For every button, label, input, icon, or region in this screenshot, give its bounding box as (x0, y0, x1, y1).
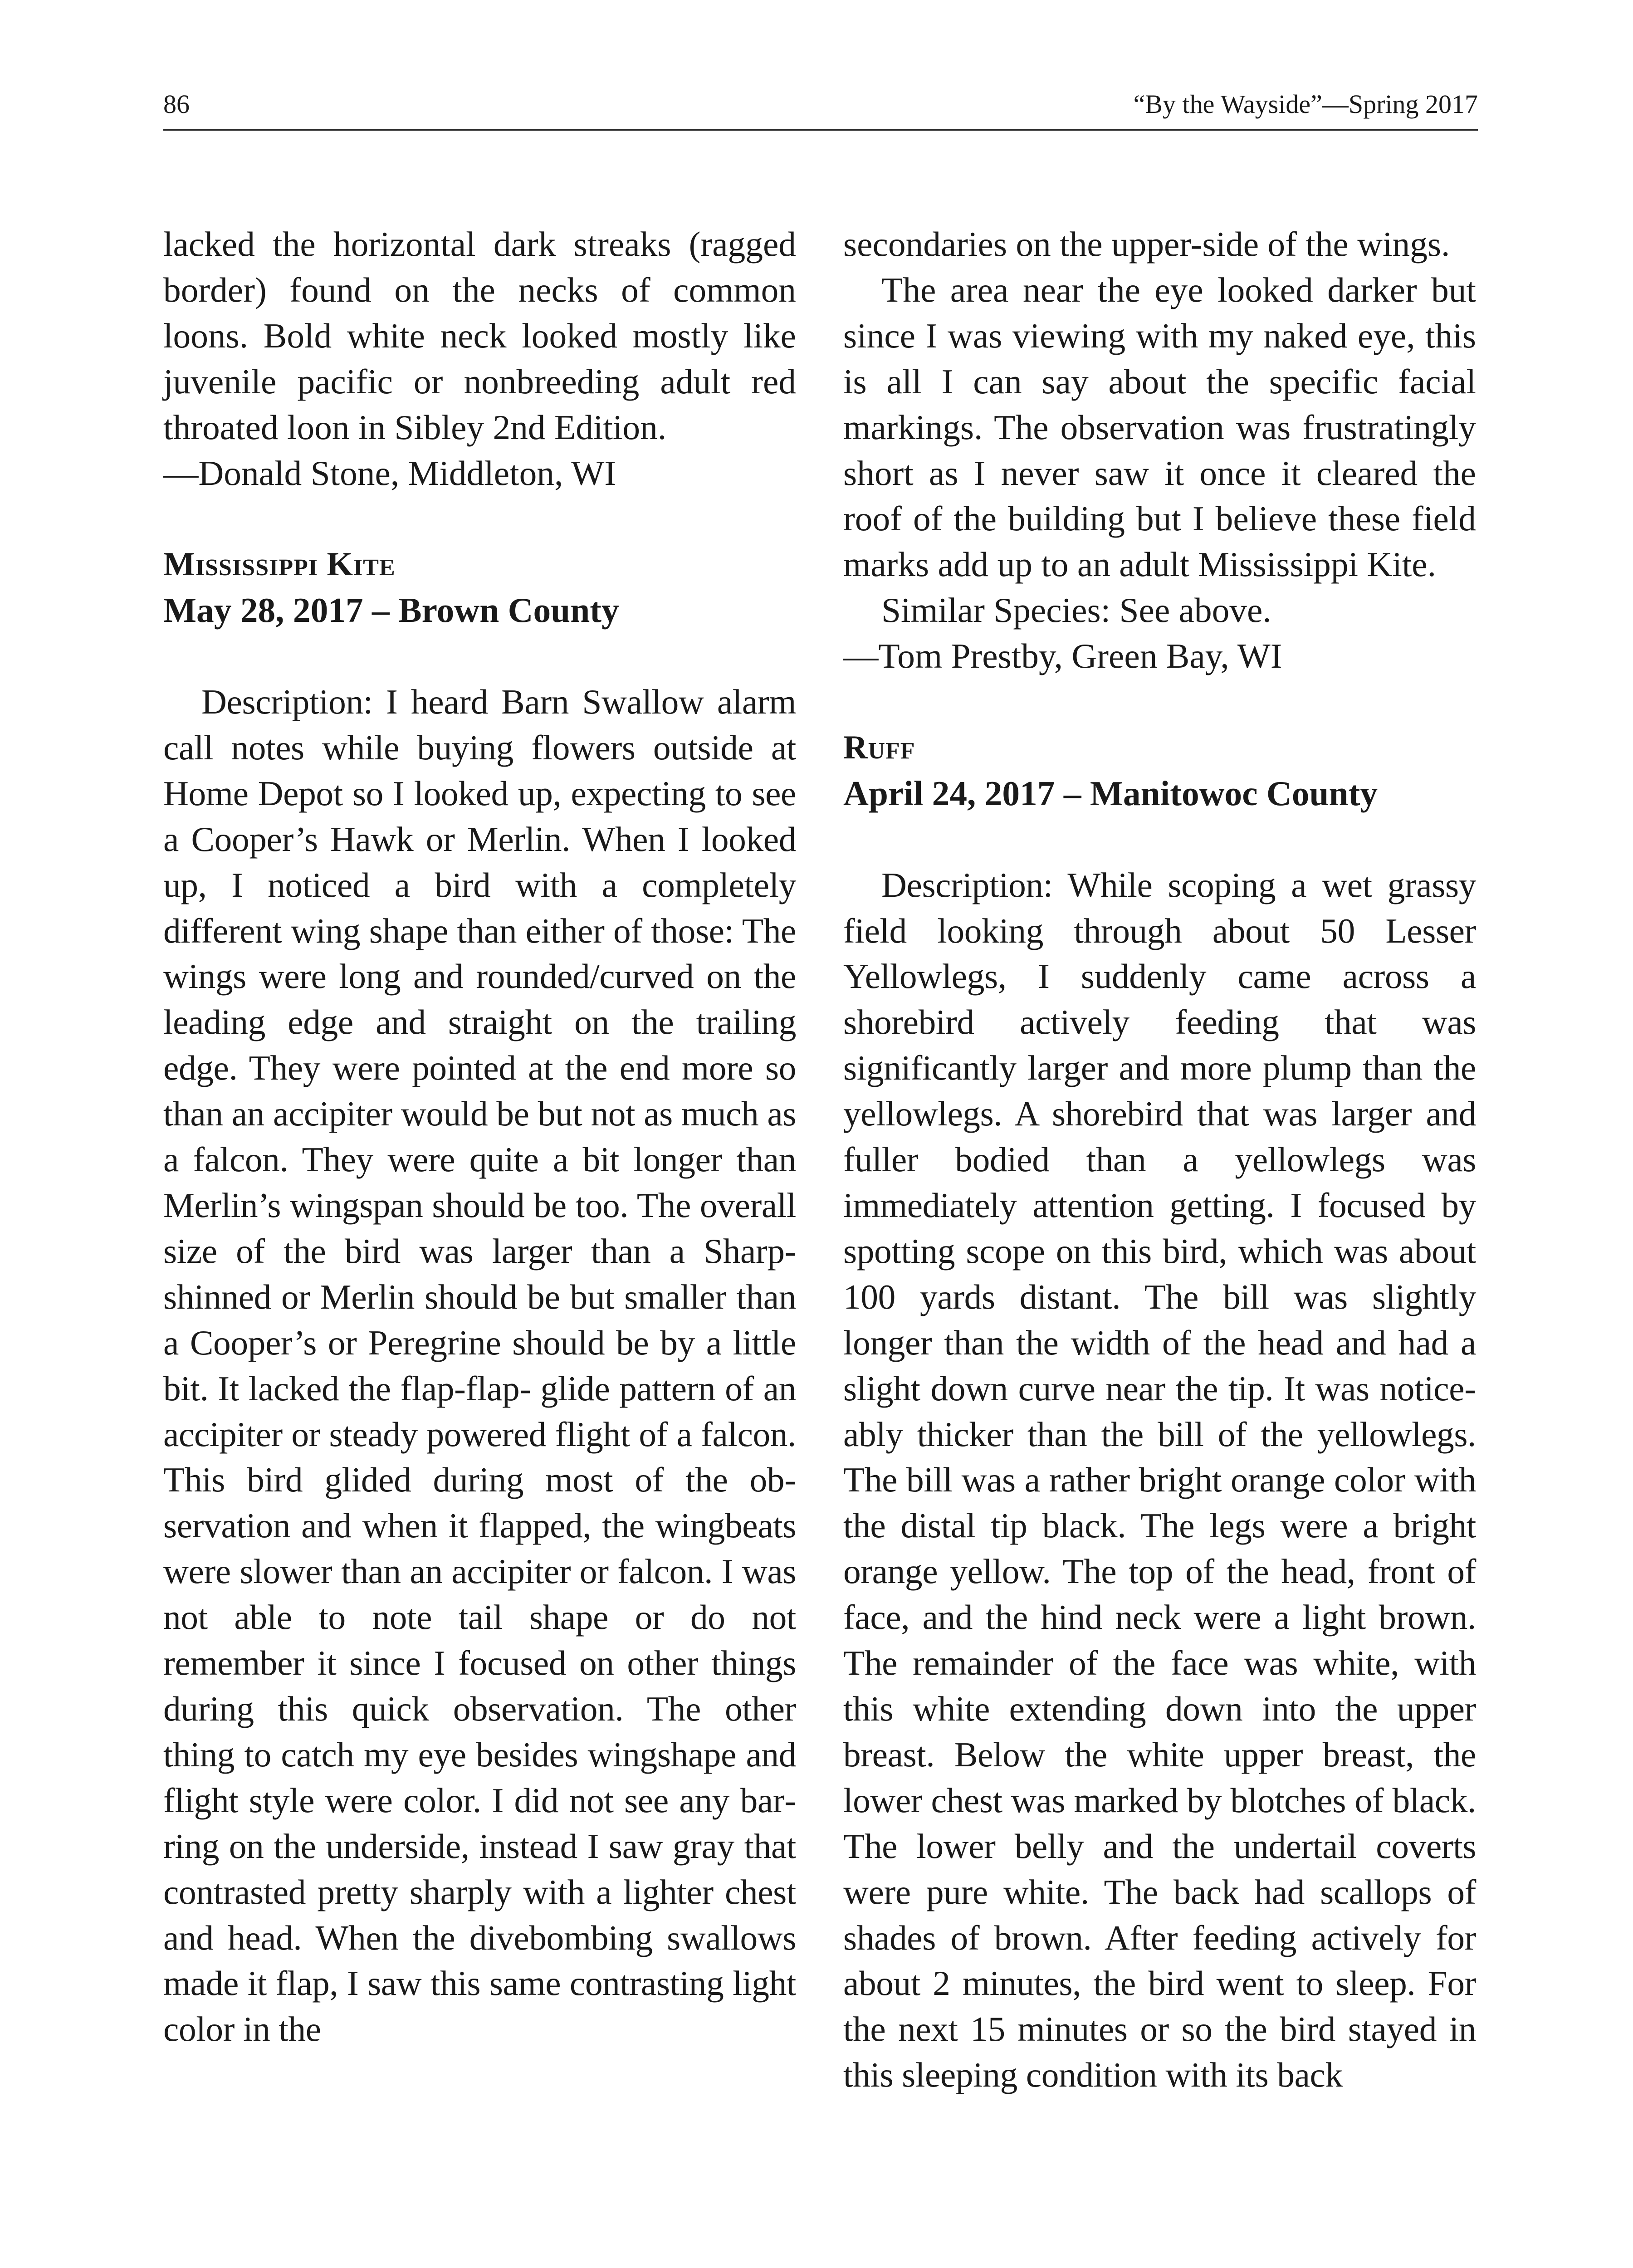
journal-title: “By the Wayside”—Spring 2017 (1133, 89, 1478, 119)
species-title: Ruff (843, 728, 915, 766)
page-number: 86 (163, 89, 190, 119)
description-paragraph: The area near the eye looked darker but since I was viewing with my naked eye, this is all I can say about the specific facial markings. The observation was frustratingly short as I never saw it once it cleared the roof of the building but I believe these field marks add up to an adult Mississippi Kite. (843, 270, 1476, 584)
left-column (163, 221, 796, 2052)
description-paragraph: Description: I heard Barn Swallow alarm call notes while buying flowers outside at Home Depot so I looked up, expecting to see a Cooper’s Hawk or Merlin. When I looked up, I noticed a bird with a completely different wing shape than either of those: The wings were long and rounded/curved on the leading edge and straight on the trailing edge. They were pointed at the end more so than an accipiter would be but not as much as a falcon. They were quite a bit longer than Merlin’s wingspan should be too. The overall size of the bird was larger than a Sharp-shinned or Merlin should be but smaller than a Cooper’s or Peregrine should be by a little bit. It lacked the flap-flap- glide pattern of an accipiter or steady powered flight of a falcon. This bird glided during most of the observation and when it flapped, the wingbeats were slower than an accipiter or falcon. I was not able to note tail shape or do not remember it since I focused on other things during this quick observation. The other thing to catch my eye besides wingshape and flight style were color. I did not see any barring on the underside, instead I saw gray that contrasted pretty sharply with a lighter chest and head. When the divebombing swallows made it flap, I saw this same contrasting light color in the (163, 682, 796, 2049)
spacer (163, 496, 796, 542)
similar-species: Similar Species: See above. (881, 591, 1271, 630)
right-column (843, 221, 1476, 2098)
spacer (163, 633, 796, 679)
continuation-paragraph: secondaries on the upper-side of the wings. (843, 225, 1450, 264)
description-paragraph: Description: While scoping a wet grassy field looking through about 50 Lesser Yellowlegs, I suddenly came across a shorebird actively feeding that was significantly larger and more plump than the yellowlegs. A shorebird that was larger and fuller bodied than a yellowlegs was immediately attention getting. I focused by spotting scope on this bird, which was about 100 yards distant. The bill was slightly longer than the width of the head and had a slight down curve near the tip. It was noticeably thicker than the bill of the yellowlegs. The bill was a rather bright orange color with the distal tip black. The legs were a bright orange yellow. The top of the head, front of face, and the hind neck were a light brown. The remainder of the face was white, with this white extending down into the upper breast. Below the white upper breast, the lower chest was marked by blotches of black. The lower belly and the undertail coverts were pure white. The back had scallops of shades of brown. After feeding actively for about 2 minutes, the bird went to sleep. For the next 15 minutes or so the bird stayed in this sleeping condition with its back (843, 865, 1476, 2095)
observer-signature: —Donald Stone, Middleton, WI (163, 453, 616, 493)
species-title: Mississippi Kite (163, 546, 396, 583)
observer-signature: —Tom Prestby, Green Bay, WI (843, 636, 1282, 676)
spacer (843, 679, 1476, 725)
running-head (163, 87, 1478, 131)
continuation-paragraph: lacked the horizontal dark streaks (ragged border) found on the necks of common loons. Bold white neck looked mostly like juvenile pacific or nonbreeding adult red throated loon in Sibley 2nd Edition. (163, 225, 796, 447)
sighting-date: April 24, 2017 – Manitowoc County (843, 773, 1378, 813)
spacer (843, 816, 1476, 862)
sighting-date: May 28, 2017 – Brown County (163, 591, 619, 630)
